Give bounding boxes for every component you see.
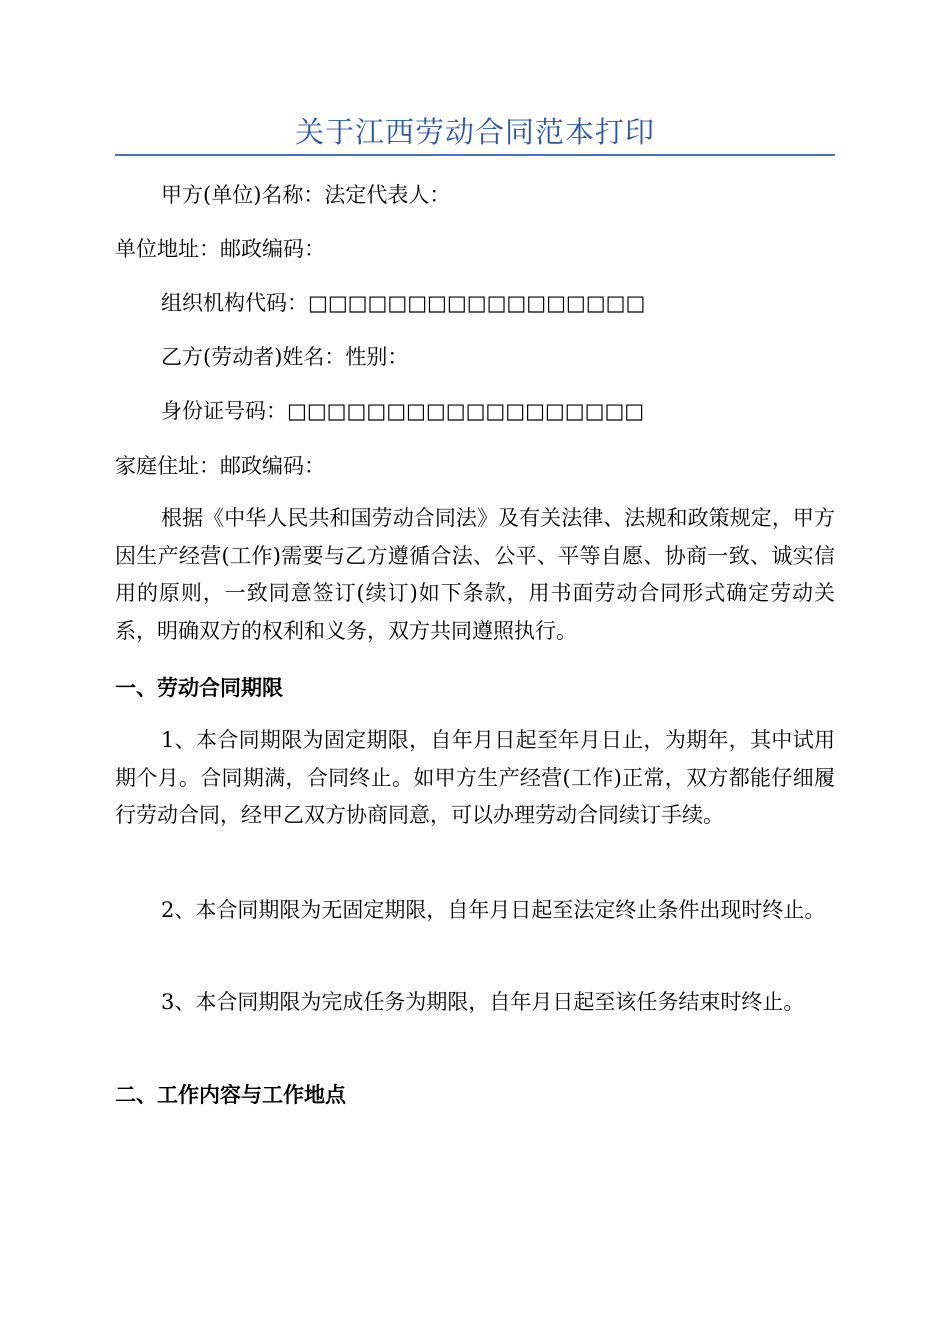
- home-address-field: 家庭住址：邮政编码：: [115, 454, 325, 478]
- title-underline: [115, 154, 835, 156]
- section-1-item-1: 1、本合同期限为固定期限，自年月日起至年月日止，为期年，其中试用期个月。合同期满，合同终止。如甲方生产经营(工作)正常，双方都能仔细履行劳动合同，经甲乙双方协商同意，可以办理劳动合同续订手续。: [115, 728, 835, 828]
- party-b-field: 乙方(劳动者)姓名：性别：: [161, 345, 409, 369]
- section-1-item-3: 3、本合同期限为完成任务为期限，自年月日起至该任务结束时终止。: [161, 990, 805, 1014]
- unit-address-field: 单位地址：邮政编码：: [115, 237, 325, 261]
- section-1-heading: 一、劳动合同期限: [115, 676, 283, 700]
- section-1-item-2: 2、本合同期限为无固定期限，自年月日起至法定终止条件出现时终止。: [161, 898, 826, 922]
- section-2-heading: 二、工作内容与工作地点: [115, 1083, 346, 1107]
- party-a-field: 甲方(单位)名称：法定代表人：: [161, 183, 451, 207]
- org-code-field: 组织机构代码：□□□□□□□□□□□□□□□□□: [161, 291, 646, 315]
- document-title: 关于江西劳动合同范本打印: [294, 115, 655, 149]
- id-number-field: 身份证号码：□□□□□□□□□□□□□□□□□□: [161, 399, 645, 423]
- intro-paragraph: 根据《中华人民共和国劳动合同法》及有关法律、法规和政策规定，甲方因生产经营(工作)需要与乙方遵循合法、公平、平等自愿、协商一致、诚实信用的原则，一致同意签订(续订)如下条款，用书面劳动合同形式确定劳动关系，明确双方的权利和义务，双方共同遵照执行。: [115, 506, 835, 644]
